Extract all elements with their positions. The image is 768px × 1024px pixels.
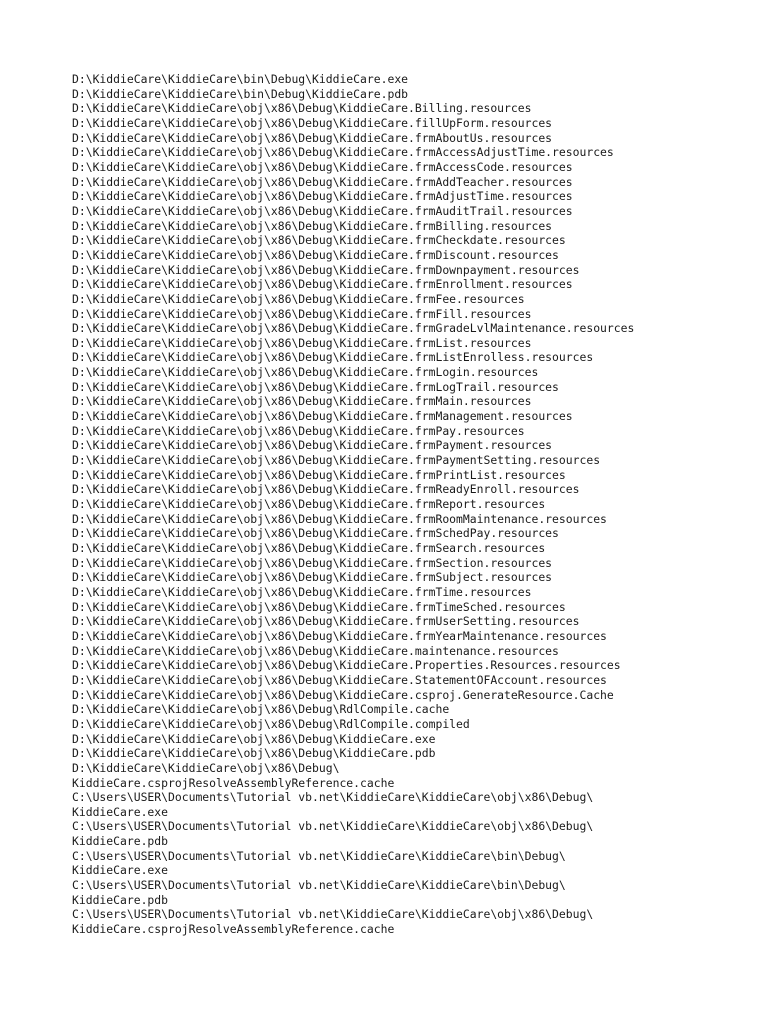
file-path-line: D:\KiddieCare\KiddieCare\obj\x86\Debug\KiddieCare.pdb [72, 746, 436, 761]
file-path-line: D:\KiddieCare\KiddieCare\obj\x86\Debug\KiddieCare.frmTimeSched.resources [72, 599, 566, 614]
file-path-line: D:\KiddieCare\KiddieCare\obj\x86\Debug\KiddieCare.frmRoomMaintenance.resources [72, 511, 607, 526]
file-path-line: D:\KiddieCare\KiddieCare\obj\x86\Debug\KiddieCare.frmLogin.resources [72, 365, 539, 380]
file-path-line: D:\KiddieCare\KiddieCare\obj\x86\Debug\KiddieCare.frmGradeLvlMaintenance.resources [72, 321, 635, 336]
file-path-line: D:\KiddieCare\KiddieCare\obj\x86\Debug\KiddieCare.frmPay.resources [72, 423, 525, 438]
file-path-line: KiddieCare.csprojResolveAssemblyReference.cache [72, 775, 395, 790]
file-path-line: D:\KiddieCare\KiddieCare\obj\x86\Debug\KiddieCare.frmManagement.resources [72, 409, 573, 424]
file-path-line: D:\KiddieCare\KiddieCare\obj\x86\Debug\KiddieCare.Billing.resources [72, 101, 532, 116]
file-path-line: D:\KiddieCare\KiddieCare\obj\x86\Debug\KiddieCare.frmAddTeacher.resources [72, 174, 573, 189]
file-path-line: D:\KiddieCare\KiddieCare\obj\x86\Debug\KiddieCare.frmYearMaintenance.resources [72, 628, 607, 643]
file-path-line: D:\KiddieCare\KiddieCare\obj\x86\Debug\KiddieCare.frmAccessAdjustTime.resources [72, 145, 614, 160]
file-path-line: D:\KiddieCare\KiddieCare\obj\x86\Debug\KiddieCare.frmPayment.resources [72, 438, 553, 453]
file-path-line: D:\KiddieCare\KiddieCare\obj\x86\Debug\KiddieCare.fillUpForm.resources [72, 115, 553, 130]
file-path-line: D:\KiddieCare\KiddieCare\bin\Debug\KiddieCare.pdb [72, 86, 409, 101]
file-path-line: D:\KiddieCare\KiddieCare\obj\x86\Debug\KiddieCare.frmDiscount.resources [72, 247, 559, 262]
file-path-line: D:\KiddieCare\KiddieCare\obj\x86\Debug\KiddieCare.frmReadyEnroll.resources [72, 482, 580, 497]
file-path-line: D:\KiddieCare\KiddieCare\obj\x86\Debug\KiddieCare.frmReport.resources [72, 497, 546, 512]
file-path-line: D:\KiddieCare\KiddieCare\obj\x86\Debug\KiddieCare.frmDownpayment.resources [72, 262, 580, 277]
file-path-line: D:\KiddieCare\KiddieCare\obj\x86\Debug\KiddieCare.Properties.Resources.resources [72, 658, 621, 673]
file-path-line: D:\KiddieCare\KiddieCare\obj\x86\Debug\KiddieCare.frmPrintList.resources [72, 467, 566, 482]
file-path-line: D:\KiddieCare\KiddieCare\obj\x86\Debug\KiddieCare.frmSchedPay.resources [72, 526, 559, 541]
file-path-line: D:\KiddieCare\KiddieCare\obj\x86\Debug\KiddieCare.StatementOFAccount.resources [72, 672, 607, 687]
file-path-line: D:\KiddieCare\KiddieCare\obj\x86\Debug\RdlCompile.compiled [72, 716, 470, 731]
file-path-line: D:\KiddieCare\KiddieCare\obj\x86\Debug\KiddieCare.frmAuditTrail.resources [72, 203, 573, 218]
file-path-line: KiddieCare.pdb [72, 834, 169, 849]
file-path-line: D:\KiddieCare\KiddieCare\obj\x86\Debug\KiddieCare.frmLogTrail.resources [72, 379, 559, 394]
file-path-line: C:\Users\USER\Documents\Tutorial vb.net\KiddieCare\KiddieCare\obj\x86\Debug\ [72, 819, 594, 834]
file-path-line: D:\KiddieCare\KiddieCare\obj\x86\Debug\KiddieCare.frmBilling.resources [72, 218, 553, 233]
file-path-line: D:\KiddieCare\KiddieCare\obj\x86\Debug\KiddieCare.frmSearch.resources [72, 541, 546, 555]
file-path-line: KiddieCare.exe [72, 863, 169, 878]
file-path-line: D:\KiddieCare\KiddieCare\obj\x86\Debug\KiddieCare.frmPaymentSetting.resources [72, 453, 601, 468]
file-path-line: D:\KiddieCare\KiddieCare\obj\x86\Debug\RdlCompile.cache [72, 702, 450, 717]
file-path-line: KiddieCare.pdb [72, 892, 169, 907]
file-path-line: C:\Users\USER\Documents\Tutorial vb.net\KiddieCare\KiddieCare\bin\Debug\ [72, 848, 566, 863]
file-path-line: C:\Users\USER\Documents\Tutorial vb.net\KiddieCare\KiddieCare\obj\x86\Debug\ [72, 907, 594, 922]
file-path-line: C:\Users\USER\Documents\Tutorial vb.net\KiddieCare\KiddieCare\obj\x86\Debug\ [72, 790, 594, 805]
file-path-line: D:\KiddieCare\KiddieCare\obj\x86\Debug\KiddieCare.frmCheckdate.resources [72, 233, 566, 248]
file-path-line: D:\KiddieCare\KiddieCare\obj\x86\Debug\KiddieCare.csproj.GenerateResource.Cache [72, 687, 614, 702]
file-path-line: D:\KiddieCare\KiddieCare\obj\x86\Debug\KiddieCare.frmEnrollment.resources [72, 277, 573, 292]
file-path-line: D:\KiddieCare\KiddieCare\obj\x86\Debug\KiddieCare.frmAboutUs.resources [72, 130, 553, 145]
file-path-line: D:\KiddieCare\KiddieCare\obj\x86\Debug\KiddieCare.frmAdjustTime.resources [72, 189, 573, 204]
file-path-line: D:\KiddieCare\KiddieCare\obj\x86\Debug\KiddieCare.frmListEnrolless.resources [72, 350, 594, 365]
file-path-line: D:\KiddieCare\KiddieCare\obj\x86\Debug\KiddieCare.frmAccessCode.resources [72, 159, 573, 174]
document-page [72, 72, 752, 937]
file-path-line: D:\KiddieCare\KiddieCare\obj\x86\Debug\KiddieCare.frmList.resources [72, 335, 532, 350]
file-path-line: D:\KiddieCare\KiddieCare\obj\x86\Debug\KiddieCare.exe [72, 731, 436, 746]
file-path-line: D:\KiddieCare\KiddieCare\obj\x86\Debug\KiddieCare.frmFill.resources [72, 306, 532, 321]
file-path-line: KiddieCare.csprojResolveAssemblyReference.cache [72, 922, 395, 937]
file-path-line: D:\KiddieCare\KiddieCare\obj\x86\Debug\KiddieCare.frmSubject.resources [72, 570, 553, 585]
file-path-line: D:\KiddieCare\KiddieCare\obj\x86\Debug\ [72, 760, 340, 775]
file-path-line: D:\KiddieCare\KiddieCare\obj\x86\Debug\KiddieCare.frmFee.resources [72, 291, 525, 306]
file-path-line: D:\KiddieCare\KiddieCare\obj\x86\Debug\KiddieCare.maintenance.resources [72, 643, 559, 658]
file-path-line: D:\KiddieCare\KiddieCare\obj\x86\Debug\KiddieCare.frmSection.resources [72, 555, 553, 570]
file-path-line: KiddieCare.exe [72, 804, 169, 819]
file-path-line: D:\KiddieCare\KiddieCare\bin\Debug\KiddieCare.exe [72, 72, 409, 86]
file-path-line: C:\Users\USER\Documents\Tutorial vb.net\KiddieCare\KiddieCare\bin\Debug\ [72, 878, 566, 893]
file-path-line: D:\KiddieCare\KiddieCare\obj\x86\Debug\KiddieCare.frmTime.resources [72, 584, 532, 599]
file-path-line: D:\KiddieCare\KiddieCare\obj\x86\Debug\KiddieCare.frmUserSetting.resources [72, 614, 580, 629]
file-path-line: D:\KiddieCare\KiddieCare\obj\x86\Debug\KiddieCare.frmMain.resources [72, 394, 532, 409]
